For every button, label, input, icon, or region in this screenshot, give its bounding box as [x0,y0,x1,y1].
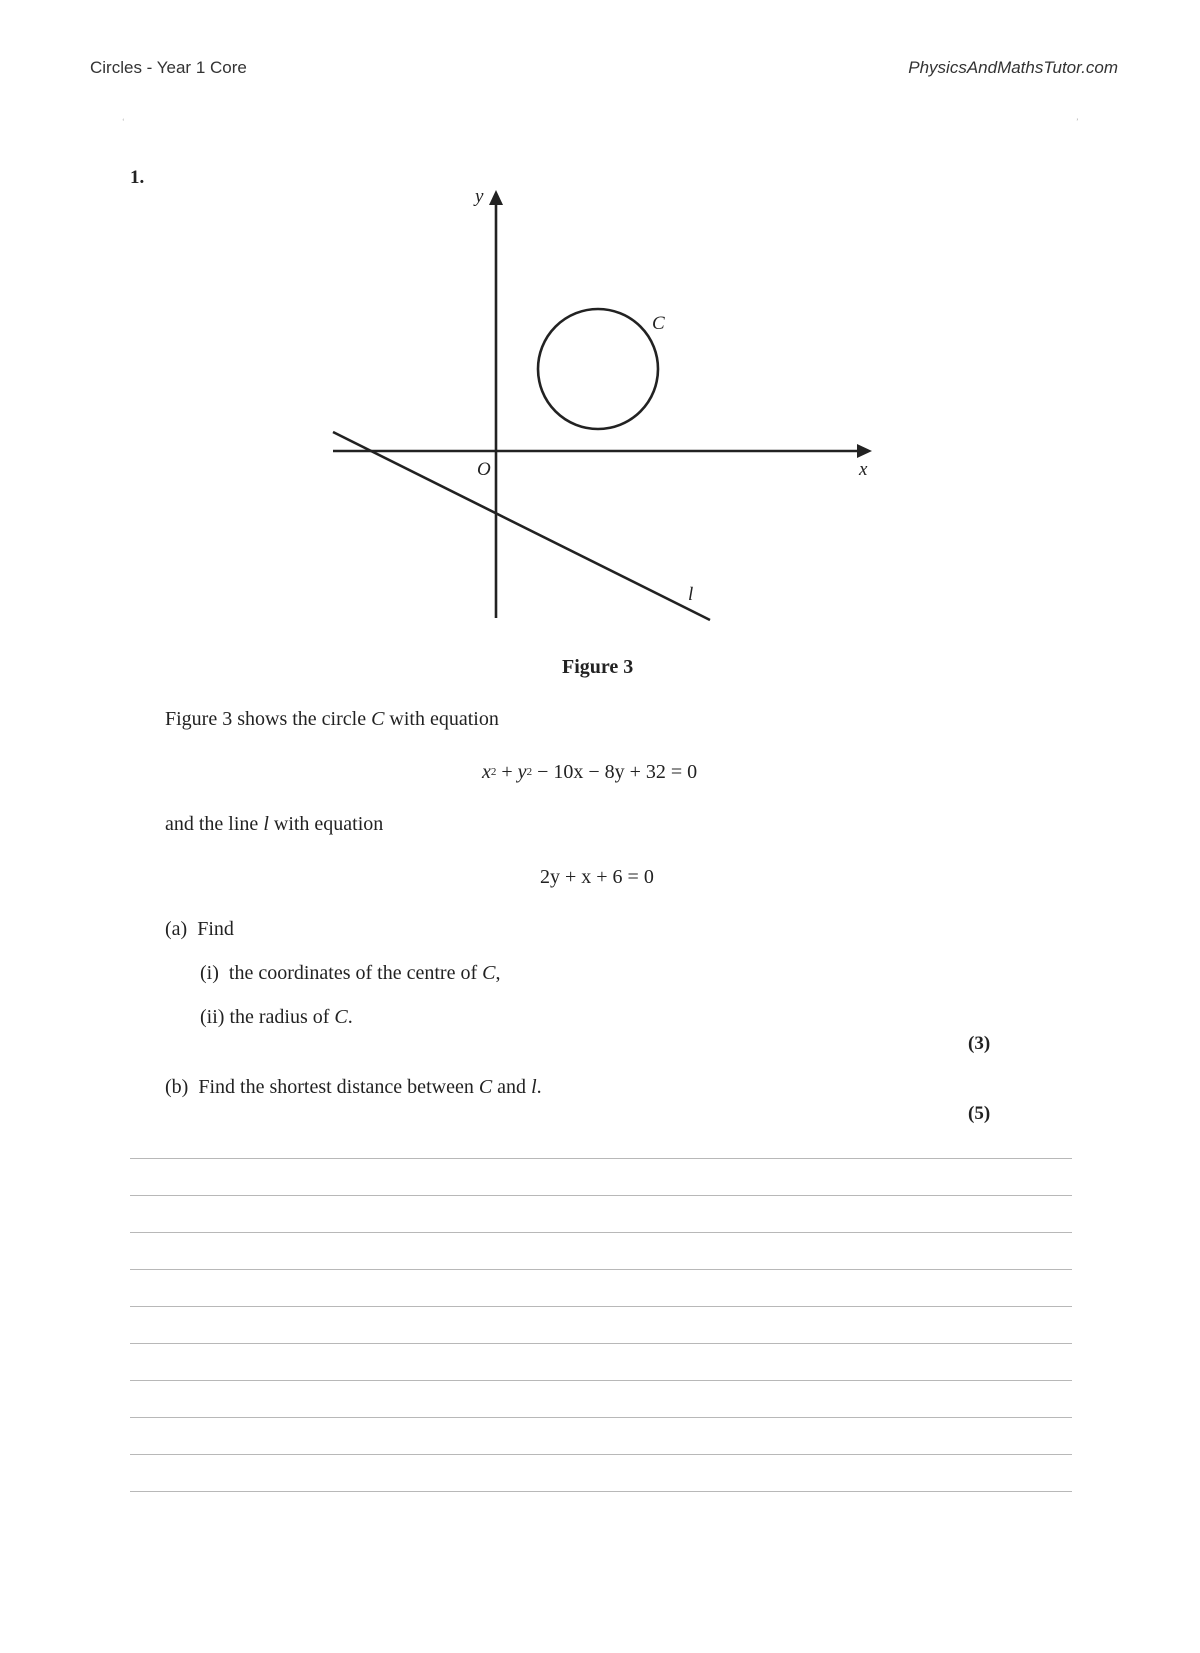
line-equation: 2y + x + 6 = 0 [540,866,654,888]
part-a: (a) Find [165,918,234,940]
part-a-i: (i) the coordinates of the centre of C, [200,962,501,984]
answer-line [130,1454,1072,1455]
line-l [333,432,710,620]
answer-line [130,1269,1072,1270]
answer-line [130,1380,1072,1381]
header-right: PhysicsAndMathsTutor.com [908,58,1118,77]
corner-mark-right: ’ [1076,117,1079,126]
figure-3 [0,0,1200,660]
y-axis-label: y [475,186,484,207]
part-a-marks: (3) [968,1033,991,1054]
question-number: 1. [130,167,145,188]
corner-mark-left: ‘ [122,117,125,126]
x-axis-label: x [859,459,868,480]
header-left: Circles - Year 1 Core [90,58,247,77]
line-intro-text: and the line l with equation [165,813,384,835]
answer-line [130,1491,1072,1492]
line-label: l [688,584,694,605]
x-axis-arrowhead [857,444,872,458]
answer-line [130,1158,1072,1159]
part-b: (b) Find the shortest distance between C and l. [165,1076,542,1098]
circle-c [538,309,658,429]
circle-equation: $x^2 + y^2 - 10x - 8y + 32 = 0$ [482,761,698,783]
answer-line [130,1195,1072,1196]
circle-label: C [652,313,665,334]
part-a-ii: (ii) the radius of C. [200,1006,353,1028]
figure-caption: Figure 3 [562,656,634,678]
answer-line [130,1306,1072,1307]
answer-line [130,1417,1072,1418]
intro-text: Figure 3 shows the circle C with equation [165,708,499,730]
part-b-marks: (5) [968,1103,991,1124]
origin-label: O [477,459,491,480]
y-axis-arrowhead [489,190,503,205]
answer-line [130,1232,1072,1233]
answer-line [130,1343,1072,1344]
